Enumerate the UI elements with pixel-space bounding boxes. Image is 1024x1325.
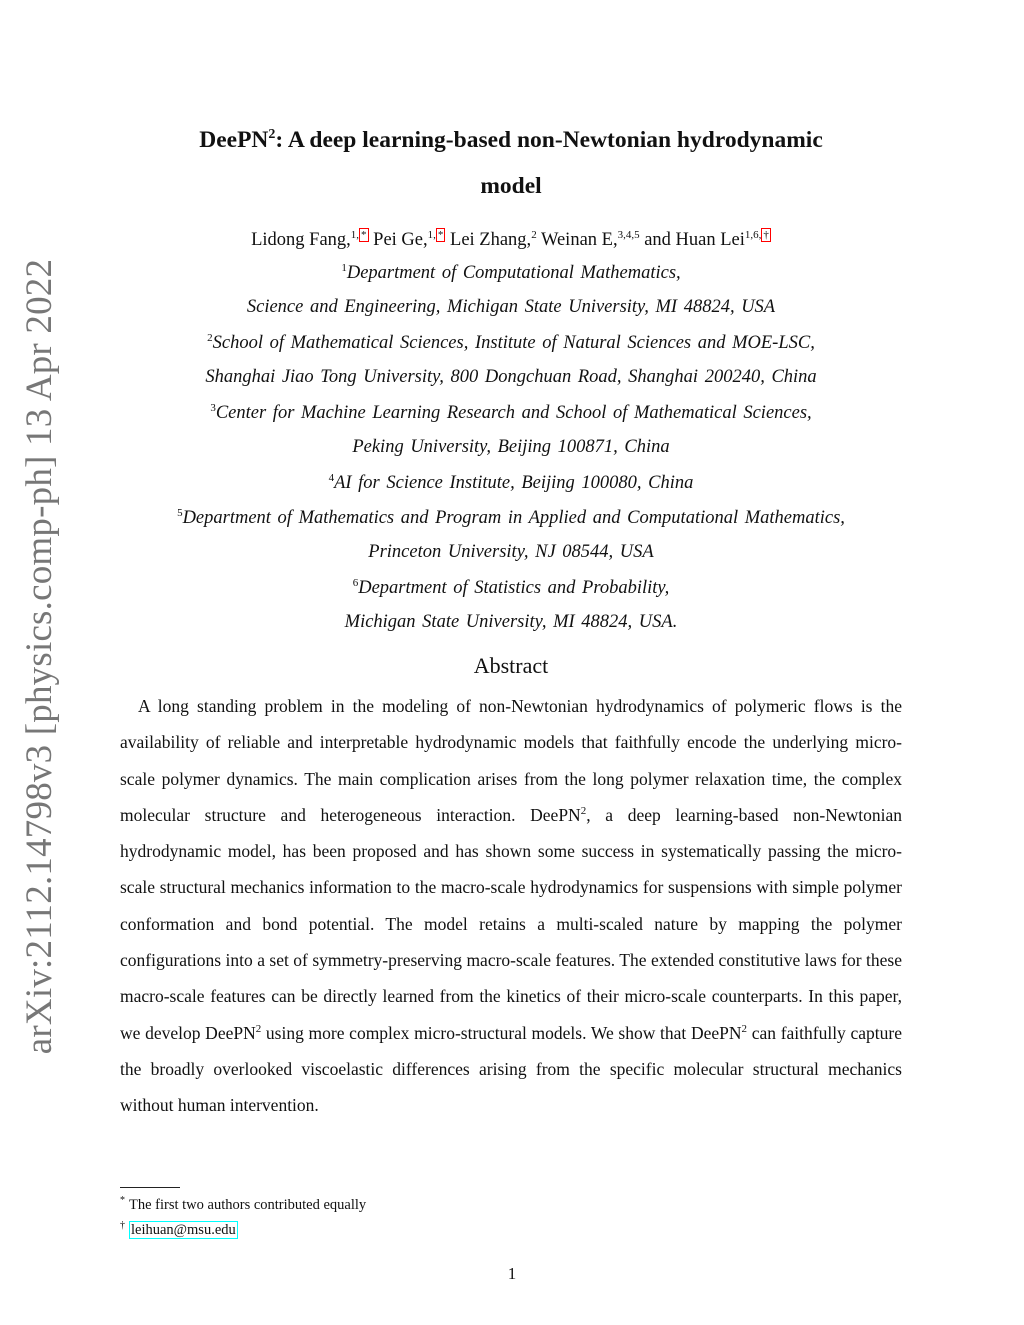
footnote-divider: [120, 1187, 180, 1188]
abstract-text: can faithfully capture the broadly overlooked viscoelastic differences arising from the specific molecular structural mechanics without human intervention.: [120, 1022, 902, 1116]
arxiv-stamp: arXiv:2112.14798v3 [physics.comp-ph] 13 Apr 2022: [19, 258, 61, 1054]
title-superscript: 2: [268, 127, 276, 142]
affiliation-line: [100, 507, 922, 529]
affiliation-text: Department of Computational Mathematics,: [346, 263, 681, 284]
affiliation-line: [100, 577, 922, 599]
page-number: 1: [507, 1264, 517, 1283]
author-name: Pei Ge,: [373, 230, 428, 251]
affiliation-line: [100, 612, 922, 633]
arxiv-stamp-container: [18, 258, 62, 1054]
abstract-superscript: 2: [580, 805, 587, 818]
affiliation-text: Princeton University, NJ 08544, USA: [368, 542, 654, 562]
affiliation-line: [100, 297, 922, 318]
affiliation-number: 3: [210, 402, 216, 414]
affiliation-text: Science and Engineering, Michigan State University, MI 48824, USA: [246, 297, 776, 317]
title-line2: model: [480, 172, 542, 199]
footnote-link[interactable]: *: [361, 229, 367, 241]
affiliation-line: [100, 402, 922, 424]
author-name: Weinan E,: [540, 230, 618, 251]
affiliation-line: [100, 332, 922, 354]
footnote-mark: †: [120, 1220, 125, 1231]
abstract-superscript: 2: [255, 1022, 262, 1035]
affiliation-text: Center for Machine Learning Research and School of Mathematical Sciences,: [215, 403, 812, 424]
author-list: [100, 222, 922, 253]
affiliation-line: [100, 367, 922, 388]
affiliation-text: Department of Statistics and Probability,: [358, 578, 670, 599]
footnote-link[interactable]: †: [763, 229, 769, 241]
affiliation-line: [100, 472, 922, 494]
affiliation-text: Department of Mathematics and Program in Applied and Computational Mathematics,: [182, 508, 845, 529]
paper-title: [120, 112, 902, 209]
affiliation-line: [100, 262, 922, 284]
affiliation-text: AI for Science Institute, Beijing 100080, China: [334, 473, 694, 494]
author-name: Lei Zhang,: [450, 230, 532, 251]
affiliation-number: 2: [207, 332, 213, 344]
affiliation-text: Michigan State University, MI 48824, USA.: [344, 612, 678, 632]
abstract-text: , a deep learning-based non-Newtonian hydrodynamic model, has been proposed and has shown some success in systematically passing the micro-scale structural mechanics information to the macro-scale hydrodynamics for suspensions with simple polymer conformation and bond potential. The model retains a multi-scaled nature by mapping the polymer configurations into a set of symmetry-preserving macro-scale features. The extended constitutive laws for these macro-scale features can be directly learned from the kinetics of their micro-scale counterparts. In this paper, we develop DeePN: [120, 804, 902, 1043]
abstract-body: [120, 688, 902, 1124]
author-affils: 2: [531, 229, 537, 241]
affiliation-number: 5: [177, 507, 183, 519]
author-affiliation-marks: [351, 229, 369, 241]
abstract-text: A long standing problem in the modeling of non-Newtonian hydrodynamics of polymeric flows is the availability of reliable and interpretable hydrodynamic models that faithfully encode the underlying micro-scale polymer dynamics. The main complication arises from the long polymer relaxation time, the complex molecular structure and heterogeneous interaction. DeePN: [120, 696, 902, 825]
author-affiliation-marks: [428, 229, 446, 241]
footnote-mark: *: [120, 1195, 125, 1206]
affiliation-number: 6: [352, 577, 359, 589]
abstract-text: using more complex micro-structural models. We show that DeePN: [261, 1022, 742, 1043]
title-rest: : A deep learning-based non-Newtonian hydrodynamic: [275, 126, 823, 153]
title-name: DeePN: [199, 126, 269, 153]
affiliation-number: 1: [341, 262, 347, 274]
author-affils: 3,4,5: [617, 229, 640, 241]
affiliation-number: 4: [328, 472, 335, 484]
footnote: [120, 1220, 238, 1239]
author-name: and Huan Lei: [644, 230, 745, 251]
author-name: Lidong Fang,: [251, 230, 351, 251]
footnote-text: The first two authors contributed equally: [129, 1196, 367, 1213]
affiliation-text: Shanghai Jiao Tong University, 800 Dongchuan Road, Shanghai 200240, China: [205, 367, 817, 387]
affiliation-text: School of Mathematical Sciences, Institute of Natural Sciences and MOE-LSC,: [212, 333, 815, 354]
author-affils: 1,: [427, 229, 436, 241]
footnote-link[interactable]: *: [437, 229, 444, 241]
affiliation-text: Peking University, Beijing 100871, China: [352, 437, 670, 457]
author-affils: 1,6,: [744, 229, 762, 241]
author-affils: 1,: [350, 229, 360, 241]
abstract-heading: Abstract: [473, 653, 549, 678]
footnote: [120, 1195, 366, 1214]
author-affiliation-marks: [745, 229, 771, 241]
affiliation-line: [100, 437, 922, 458]
abstract-superscript: 2: [741, 1022, 748, 1035]
email-link[interactable]: leihuan@msu.edu: [131, 1221, 236, 1238]
affiliation-line: [100, 542, 922, 563]
